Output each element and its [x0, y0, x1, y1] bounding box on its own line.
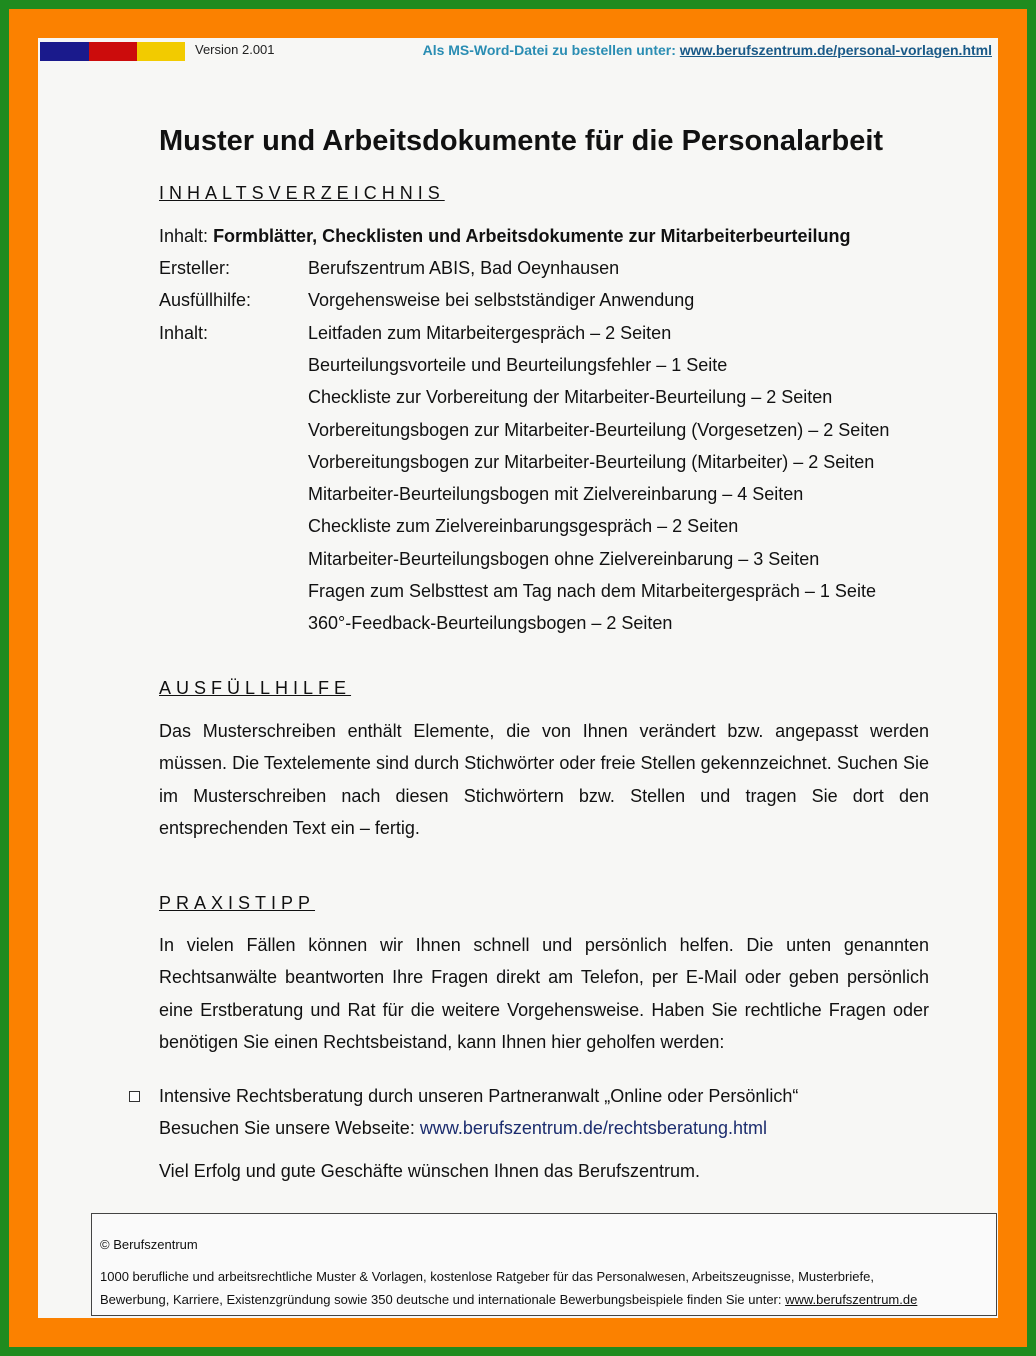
praxistipp-heading: PRAXISTIPP: [159, 893, 316, 913]
ausfuellhilfe-paragraph: Das Musterschreiben enthält Elemente, die von Ihnen verändert bzw. angepasst werden müssen. Die Textelemente sind durch Stichwörter oder freie Stellen gekennzeichnet. Suchen Sie im Musterschreiben nach diesen Stichwörtern bzw. Stellen und tragen Sie dort den entsprechenden Text ein – fertig.: [159, 721, 929, 838]
closing-text: Viel Erfolg und gute Geschäfte wünschen Ihnen das Berufszentrum.: [159, 1161, 700, 1181]
rechtsberatung-link[interactable]: www.berufszentrum.de/rechtsberatung.html: [419, 1118, 767, 1138]
toc-item: 360°-Feedback-Beurteilungsbogen – 2 Seiten: [308, 613, 673, 633]
toc-item: Fragen zum Selbsttest am Tag nach dem Mitarbeitergespräch – 1 Seite: [308, 581, 876, 601]
inhalt-label: Inhalt: Formblätter, Checklisten und Arbeitsdokumente zur Mitarbeiterbeurteilung: [159, 226, 851, 246]
ausfuellhilfe-label: Ausfüllhilfe:: [159, 290, 252, 310]
ausfuellhilfe-value: Vorgehensweise bei selbstständiger Anwendung: [308, 290, 695, 310]
flag-yellow-bar: [137, 42, 185, 61]
flag-red-bar: [89, 42, 137, 61]
toc-heading: INHALTSVERZEICHNIS: [159, 183, 445, 203]
document-page: [38, 38, 998, 1318]
footer-copyright: © Berufszentrum: [100, 1237, 198, 1252]
toc-item: Checkliste zur Vorbereitung der Mitarbeiter-Beurteilung – 2 Seiten: [308, 387, 833, 407]
toc-item: Leitfaden zum Mitarbeitergespräch – 2 Seiten: [308, 323, 672, 343]
version-label: Version 2.001: [195, 42, 275, 57]
page-title: Muster und Arbeitsdokumente für die Personalarbeit: [159, 125, 884, 157]
flag-blue-bar: [40, 42, 89, 61]
toc-item: Vorbereitungsbogen zur Mitarbeiter-Beurteilung (Mitarbeiter) – 2 Seiten: [308, 452, 875, 472]
toc-item: Beurteilungsvorteile und Beurteilungsfehler – 1 Seite: [308, 355, 728, 375]
visit-line: Besuchen Sie unsere Webseite: www.berufszentrum.de/rechtsberatung.html: [159, 1118, 767, 1138]
toc-item: Vorbereitungsbogen zur Mitarbeiter-Beurteilung (Vorgesetzen) – 2 Seiten: [308, 420, 890, 440]
footer-link[interactable]: www.berufszentrum.de: [785, 1292, 918, 1307]
toc-item: Checkliste zum Zielvereinbarungsgespräch – 2 Seiten: [308, 516, 739, 536]
checkbox-bullet-icon: [129, 1091, 140, 1102]
footer-line-1: 1000 berufliche und arbeitsrechtliche Muster & Vorlagen, kostenlose Ratgeber für das Personalwesen, Arbeitszeugnisse, Musterbriefe,: [100, 1269, 874, 1284]
footer-line-2: Bewerbung, Karriere, Existenzgründung sowie 350 deutsche und internationale Bewerbungsbeispiele finden Sie unter: www.berufszentrum.de: [100, 1292, 918, 1307]
praxistipp-paragraph: In vielen Fällen können wir Ihnen schnell und persönlich helfen. Die unten genannten Rechtsanwälte beantworten Ihre Fragen direkt am Telefon, per E-Mail oder geben persönlich eine Erstberatung und Rat für die weitere Vorgehensweise. Haben Sie rechtliche Fragen oder benötigen Sie einen Rechtsbeistand, kann Ihnen hier geholfen werden:: [159, 935, 929, 1052]
contents-label: Inhalt:: [159, 323, 209, 343]
order-notice: [423, 42, 992, 58]
toc-item: Mitarbeiter-Beurteilungsbogen mit Zielvereinbarung – 4 Seiten: [308, 484, 804, 504]
ersteller-value: Berufszentrum ABIS, Bad Oeynhausen: [308, 258, 620, 278]
bullet-text: Intensive Rechtsberatung durch unseren Partneranwalt „Online oder Persönlich“: [159, 1086, 799, 1106]
ausfuellhilfe-heading: AUSFÜLLHILFE: [159, 678, 352, 698]
inhalt-value: Formblätter, Checklisten und Arbeitsdokumente zur Mitarbeiterbeurteilung: [213, 226, 851, 246]
footer-box: [91, 1213, 997, 1316]
ersteller-label: Ersteller:: [159, 258, 231, 278]
order-text: Als MS-Word-Datei zu bestellen unter:: [422, 42, 680, 58]
order-link[interactable]: www.berufszentrum.de/personal-vorlagen.html: [679, 42, 992, 58]
toc-item: Mitarbeiter-Beurteilungsbogen ohne Zielvereinbarung – 3 Seiten: [308, 549, 820, 569]
